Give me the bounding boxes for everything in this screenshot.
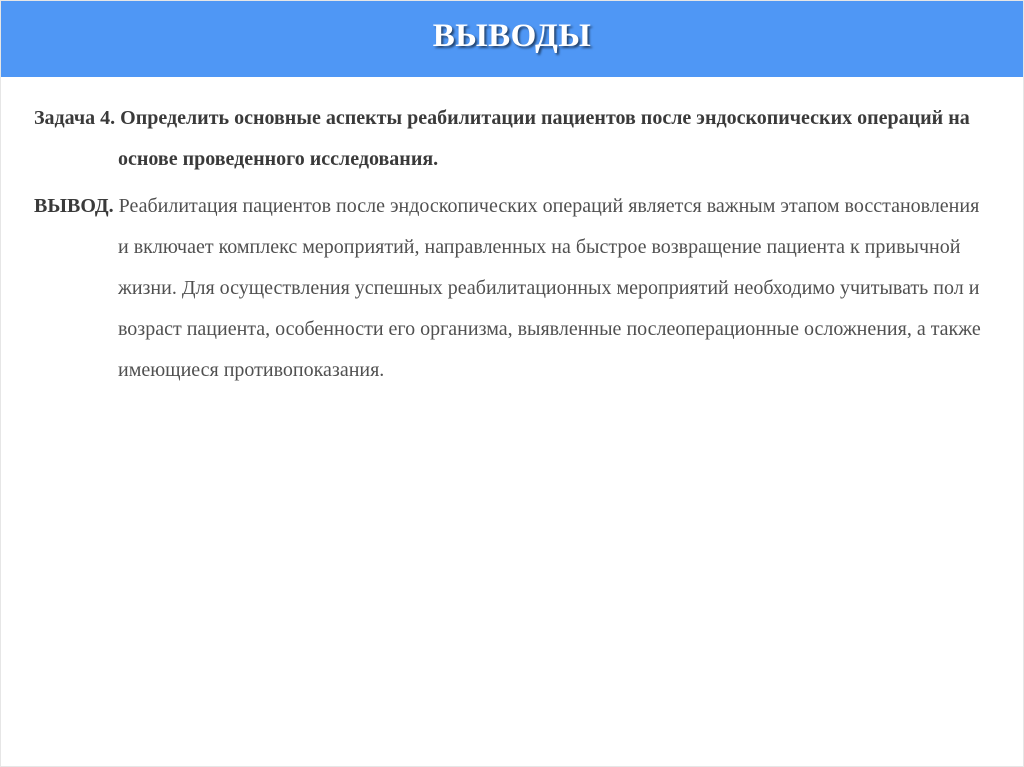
conclusion-text: Реабилитация пациентов после эндоскопических операций является важным этапом восстановления и включает комплекс мероприятий, направленных на быстрое возвращение пациента к привычной жизни. Для осуществления успешных реабилитационных мероприятий необходимо учитывать пол и возраст пациента, особенности его организма, выявленные послеоперационные осложнения, а также имеющиеся противопоказания. xyxy=(113,195,981,381)
conclusion-paragraph xyxy=(34,186,984,391)
slide-content xyxy=(34,98,984,391)
task-statement: Задача 4. Определить основные аспекты реабилитации пациентов после эндоскопических операций на основе проведенного исследования. xyxy=(34,107,970,170)
conclusion-label: ВЫВОД. xyxy=(34,195,114,217)
page-title: ВЫВОДЫ xyxy=(432,17,592,54)
title-bar xyxy=(1,1,1023,77)
